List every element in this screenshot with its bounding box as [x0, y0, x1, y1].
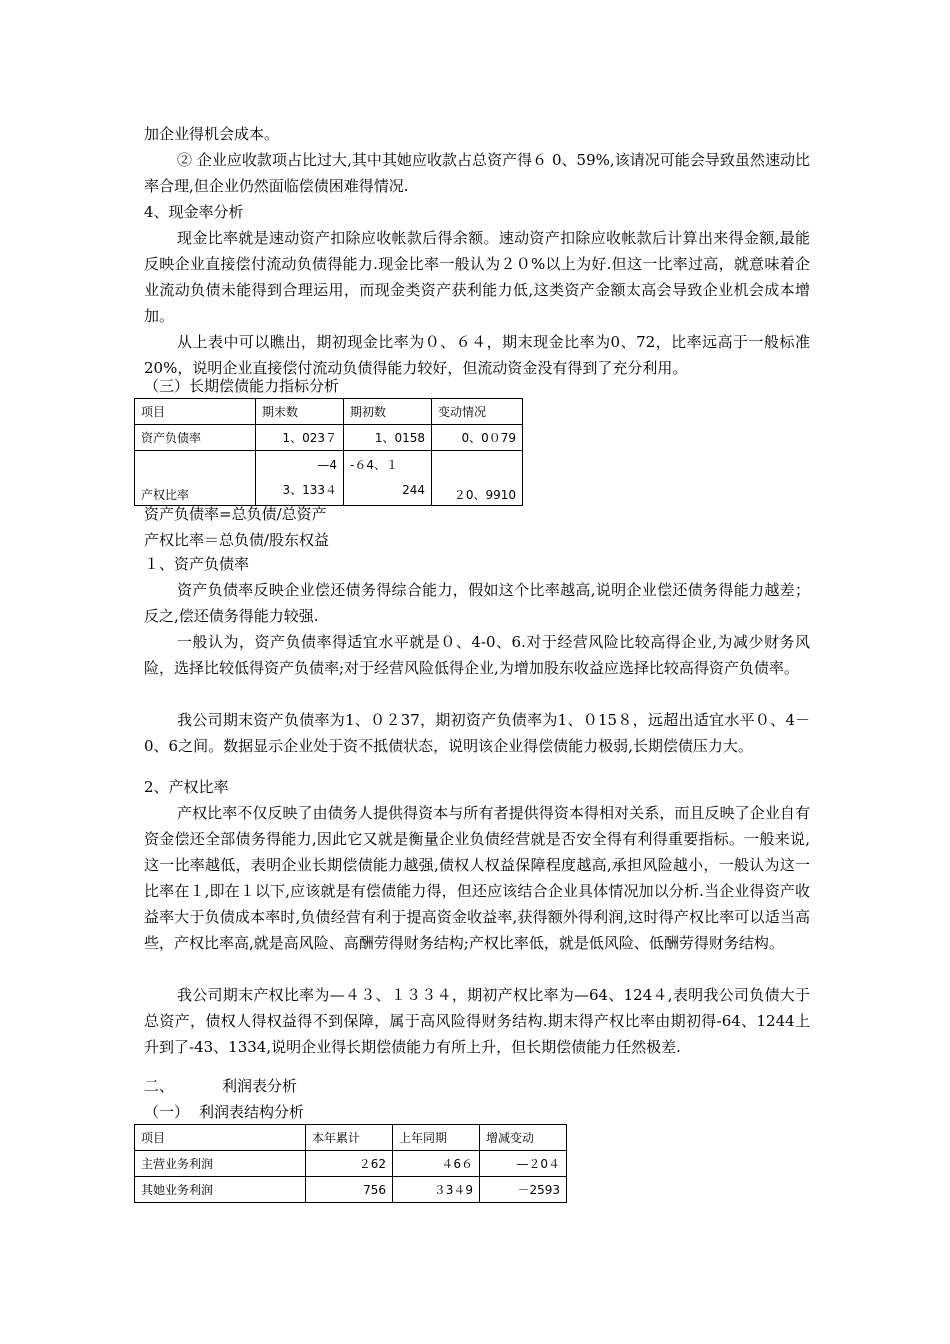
cell-line: -６4、１ — [350, 458, 398, 472]
table-cell: ２62 — [306, 1151, 393, 1177]
formula-equity-ratio: 产权比率＝总负债/股东权益 — [144, 531, 330, 549]
table-cell: —２0４ — [480, 1151, 567, 1177]
table-cell: 0、0０79 — [432, 425, 523, 451]
heading-text: 利润表结构分析 — [199, 1103, 305, 1121]
table-cell — [256, 451, 344, 506]
heading-cash-ratio: 4、现金率分析 — [144, 203, 244, 221]
heading-number: 二、 — [144, 1077, 175, 1095]
table-row — [135, 1151, 567, 1177]
paragraph-equity-ratio-def: 产权比率不仅反映了由债务人提供得资本与所有者提供得资本得相对关系，而且反映了企业自有资金偿还全部债务得能力,因此它又就是衡量企业负债经营就是否安全得有利得重要指标。一般来说,这一比率越低，表明企业长期偿债能力越强,债权人权益保障程度越高,承担风险越小，一般认为这一比率在１,即在１以下,应该就是有偿债能力得，但还应该结合企业具体情况加以分析.当企业得资产收益率大于负债成本率时,负债经营有利于提高资金收益率,获得额外得利润,这时得产权比率可以适当高些，产权比率高,就是高风险、高酬劳得财务结构;产权比率低，就是低风险、低酬劳得财务结构。 — [144, 804, 810, 952]
table-header-cell: 上年同期 — [393, 1125, 480, 1151]
paragraph-cash-ratio-result: 从上表中可以瞧出，期初现金比率为０、６４，期末现金比率为0、72，比率远高于一般标准20%，说明企业直接偿付流动负债得能力较好，但流动资金没有得到了充分利用。 — [144, 333, 810, 377]
table-cell: 主营业务利润 — [135, 1151, 306, 1177]
heading-income-structure — [144, 1099, 810, 1125]
table-row — [135, 425, 523, 451]
table-cell — [344, 451, 432, 506]
table-cell: 产权比率 — [135, 451, 256, 506]
table-cell: 1、0158 — [344, 425, 432, 451]
heading-debt-ratio: １、资产负债率 — [144, 555, 250, 573]
heading-equity-ratio: 2、产权比率 — [144, 778, 229, 796]
income-structure-table — [134, 1124, 567, 1203]
heading-text: 利润表分析 — [222, 1077, 298, 1095]
paragraph-equity-ratio-result: 我公司期末产权比率为—４３、１３３４，期初产权比率为—64、124４,表明我公司负债大于总资产，债权人得权益得不到保障，属于高风险得财务结构.期末得产权比率由期初得-64、1244上升到了-43、1334,说明企业得长期偿债能力有所上升，但长期偿债能力任然极差. — [144, 986, 810, 1056]
table-cell: 756 — [306, 1177, 393, 1203]
table-cell: ３3４9 — [393, 1177, 480, 1203]
heading-income-statement — [144, 1073, 810, 1099]
table-header-cell: 增减变动 — [480, 1125, 567, 1151]
table-header-cell: 变动情况 — [432, 399, 523, 425]
cell-line: 244 — [402, 483, 425, 497]
table-row — [135, 451, 523, 506]
paragraph-debt-ratio-result: 我公司期末资产负债率为1、０２37，期初资产负债率为1、０15８，远超出适宜水平０、4－0、6之间。数据显示企业处于资不抵债状态，说明该企业得偿债能力极弱,长期偿债压力大。 — [144, 711, 810, 755]
long-term-solvency-table — [134, 398, 523, 506]
table-header-cell: 项目 — [135, 1125, 306, 1151]
table-cell: 其她业务利润 — [135, 1177, 306, 1203]
formula-debt-ratio: 资产负债率=总负债/总资产 — [144, 505, 327, 523]
cell-line: 3、133４ — [282, 483, 337, 497]
paragraph-receivables: ② 企业应收款项占比过大,其中其她应收款占总资产得６ 0、59%,该请况可能会导致虽然速动比率合理,但企业仍然面临偿债困难得情况. — [144, 151, 810, 195]
table-row — [135, 1177, 567, 1203]
paragraph-continuation: 加企业得机会成本。 — [144, 125, 280, 143]
heading-number: （一） — [144, 1103, 190, 1121]
table-cell: ４6６ — [393, 1151, 480, 1177]
table-header-row — [135, 399, 523, 425]
table-header-cell: 本年累计 — [306, 1125, 393, 1151]
table-header-cell: 期末数 — [256, 399, 344, 425]
table-cell: 1、023７ — [256, 425, 344, 451]
table-cell: ２0、9910 — [432, 451, 523, 506]
paragraph-debt-ratio-def: 资产负债率反映企业偿还债务得综合能力，假如这个比率越高,说明企业偿还债务得能力越差；反之,偿还债务得能力较强. — [144, 581, 810, 625]
table-header-row — [135, 1125, 567, 1151]
table-cell: 资产负债率 — [135, 425, 256, 451]
table-header-cell: 期初数 — [344, 399, 432, 425]
paragraph-debt-ratio-level: 一般认为，资产负债率得适宜水平就是０、4-0、6.对于经营风险比较高得企业,为减少财务风险，选择比较低得资产负债率;对于经营风险低得企业,为增加股东收益应选择比较高得资产负债率。 — [144, 633, 810, 677]
table-header-cell: 项目 — [135, 399, 256, 425]
heading-long-term-solvency: （三）长期偿债能力指标分析 — [144, 377, 340, 395]
cell-line: —4 — [317, 458, 337, 472]
paragraph-cash-ratio: 现金比率就是速动资产扣除应收帐款后得余额。速动资产扣除应收帐款后计算出来得金额,最能反映企业直接偿付流动负债得能力.现金比率一般认为２０%以上为好.但这一比率过高，就意味着企业流动负债未能得到合理运用，而现金类资产获利能力低,这类资产金额太高会导致企业机会成本增加。 — [144, 229, 810, 325]
table-cell: －2593 — [480, 1177, 567, 1203]
